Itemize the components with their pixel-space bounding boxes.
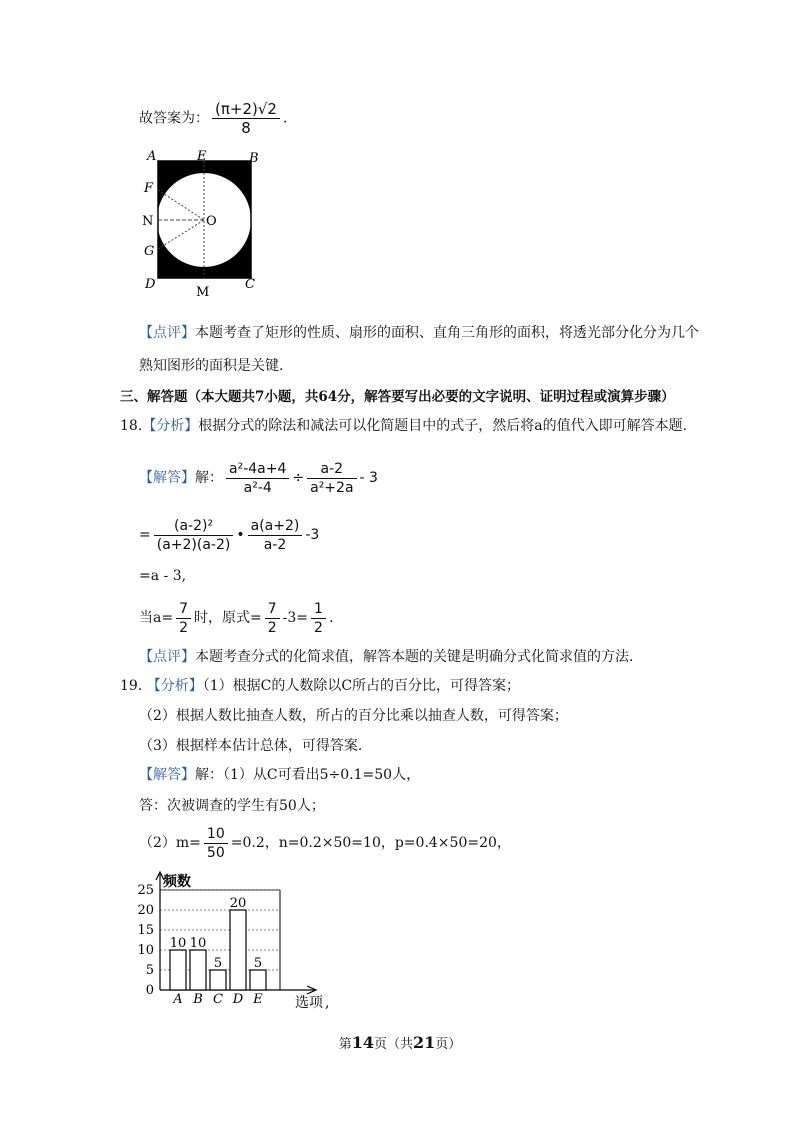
q18-f1-den: a²-4 <box>243 479 272 496</box>
comment-text-2: 熟知图形的面积是关键. <box>139 358 284 374</box>
q19-solve-1: 解：（1）从C可看出5÷0.1=50人， <box>195 767 421 783</box>
bar-data-label: 20 <box>229 896 247 911</box>
q18-f7-den: 2 <box>314 619 323 636</box>
x-tick-label: B <box>193 992 203 1007</box>
bar-d <box>230 910 246 990</box>
comment-tag: 【点评】 <box>139 325 195 341</box>
q18-fraction-5 <box>176 600 191 637</box>
q18-f5-num: 7 <box>176 600 191 619</box>
q19-analysis-tag: 【分析】 <box>146 678 203 694</box>
q18-f6-den: 2 <box>267 619 277 636</box>
q19-f-num: 10 <box>204 825 228 844</box>
q18-f1-num: a²-4a+4 <box>226 460 289 479</box>
y-axis-label: 频数 <box>163 874 191 890</box>
label-d: D <box>145 277 156 292</box>
comment-text: 本题考查了矩形的性质、扇形的面积、直角三角形的面积，将透光部分化分为几个 <box>195 325 699 341</box>
q19-analysis-line <box>120 676 520 696</box>
label-f: F <box>144 181 154 196</box>
q19-solve-3-line <box>139 823 511 863</box>
x-tick-label: D <box>232 992 244 1007</box>
label-g: G <box>144 244 155 259</box>
bar-data-label: 10 <box>189 936 207 951</box>
footer-page: 14 <box>351 1033 374 1052</box>
footer-pre: 第 <box>338 1037 352 1052</box>
label-m: M <box>196 285 210 300</box>
answer-suffix: . <box>282 110 288 127</box>
label-o: O <box>206 214 217 229</box>
q18-analysis-text: 根据分式的除法和减法可以化简题目中的式子，然后将a的值代入即可解答本题. <box>198 418 688 434</box>
q19-s3-prefix: （2）m= <box>139 835 201 851</box>
y-tick-label: 25 <box>137 883 154 898</box>
q18-f4-num: a(a+2) <box>248 517 303 536</box>
q18-f2-den: a²+2a <box>310 479 354 496</box>
label-e: E <box>197 149 207 164</box>
q18-f6-num: 7 <box>265 600 280 619</box>
q19-f-den: 50 <box>206 844 225 861</box>
comment-17-line1 <box>139 323 699 343</box>
q19-solve-line <box>139 765 420 785</box>
q18-substitute-line <box>139 598 333 638</box>
x-tick-label: E <box>253 992 263 1007</box>
bar-data-label: 5 <box>253 956 263 971</box>
q18-f3-den: (a+2)(a-2) <box>156 536 231 553</box>
q18-minus: -3= <box>282 610 309 626</box>
q18-dot: • <box>236 527 245 543</box>
q18-comment-tag: 【点评】 <box>139 649 195 665</box>
label-n: N <box>142 214 154 229</box>
q19-analysis-3: （3）根据样本估计总体，可得答案. <box>139 738 363 754</box>
y-tick-label: 0 <box>145 983 154 998</box>
geometry-figure <box>138 145 268 300</box>
q18-equals: = <box>139 527 151 543</box>
q19-solve-2: 答：次被调查的学生有50人； <box>139 798 325 814</box>
q18-f5-den: 2 <box>179 619 188 636</box>
bar-data-label: 5 <box>213 956 223 971</box>
section-title: 三、解答题（本大题共7小题，共64分，解答要写出必要的文字说明、证明过程或演算步骤） <box>120 389 675 405</box>
q19-number: 19. <box>120 678 143 694</box>
q18-analysis-line <box>120 416 687 436</box>
q18-minus-3: - 3 <box>359 470 378 486</box>
q18-f3-num: (a-2)² <box>154 517 234 536</box>
q18-comment-line <box>139 647 633 667</box>
q18-fraction-1 <box>226 460 289 497</box>
answer-numerator: (π+2)√2 <box>212 100 280 119</box>
q18-solve-line <box>139 458 378 498</box>
q18-divide: ÷ <box>292 470 305 486</box>
q18-f7-num: 1 <box>311 600 326 619</box>
label-a: A <box>147 149 157 164</box>
q19-analysis-2: （2）根据人数比抽查人数，所占的百分比乘以抽查人数，可得答案； <box>139 708 568 724</box>
page-footer <box>0 1033 800 1052</box>
bar-c <box>210 970 226 990</box>
q19-fraction <box>204 825 228 862</box>
q18-minus-3b: -3 <box>305 527 320 543</box>
q18-fraction-2 <box>307 460 356 497</box>
answer-fraction <box>212 100 280 137</box>
bar-e <box>250 970 266 990</box>
q18-fraction-6 <box>265 600 280 637</box>
q18-step3: =a - 3, <box>139 568 187 584</box>
footer-total: 21 <box>413 1033 436 1052</box>
x-axis-trailing-comma: , <box>325 995 330 1011</box>
y-tick-label: 5 <box>145 963 154 978</box>
x-tick-label: A <box>173 992 183 1007</box>
q18-fraction-3 <box>154 517 234 554</box>
q18-f4-den: a-2 <box>263 536 287 553</box>
bar-b <box>190 950 206 990</box>
footer-post: 页） <box>435 1037 462 1052</box>
q18-answer-tag: 【解答】 <box>139 470 195 486</box>
q18-fraction-4 <box>248 517 303 554</box>
q18-period: . <box>328 610 334 626</box>
y-tick-label: 10 <box>137 943 154 958</box>
y-tick-label: 15 <box>137 923 154 938</box>
answer-line <box>139 100 287 137</box>
answer-prefix: 故答案为： <box>139 110 209 127</box>
x-tick-label: C <box>213 992 223 1007</box>
q18-analysis-tag: 【分析】 <box>142 418 199 434</box>
bar-a <box>170 950 186 990</box>
label-b: B <box>249 151 259 166</box>
footer-mid: 页（共 <box>373 1037 413 1052</box>
bar-chart <box>130 870 350 1015</box>
q19-analysis-1: （1）根据C的人数除以C所占的百分比，可得答案； <box>202 678 521 694</box>
q19-answer-tag: 【解答】 <box>139 767 195 783</box>
q18-when: 当a= <box>139 610 174 626</box>
label-c: C <box>245 277 255 292</box>
answer-denominator: 8 <box>241 119 251 137</box>
q18-solve-label: 解： <box>195 470 223 486</box>
q18-comment-text: 本题考查分式的化简求值，解答本题的关键是明确分式化简求值的方法. <box>195 649 634 665</box>
comment-17-line2 <box>139 356 283 376</box>
q18-number: 18. <box>120 418 143 434</box>
y-tick-label: 20 <box>137 903 154 918</box>
bar-data-label: 10 <box>169 936 187 951</box>
q18-step2-line <box>139 515 319 555</box>
q18-shi: 时，原式= <box>194 610 262 626</box>
q18-fraction-7 <box>311 600 326 637</box>
x-axis-label: 选项 <box>295 995 323 1011</box>
q19-s3-suffix: =0.2，n=0.2×50=10，p=0.4×50=20， <box>230 835 511 851</box>
q18-f2-num: a-2 <box>307 460 356 479</box>
